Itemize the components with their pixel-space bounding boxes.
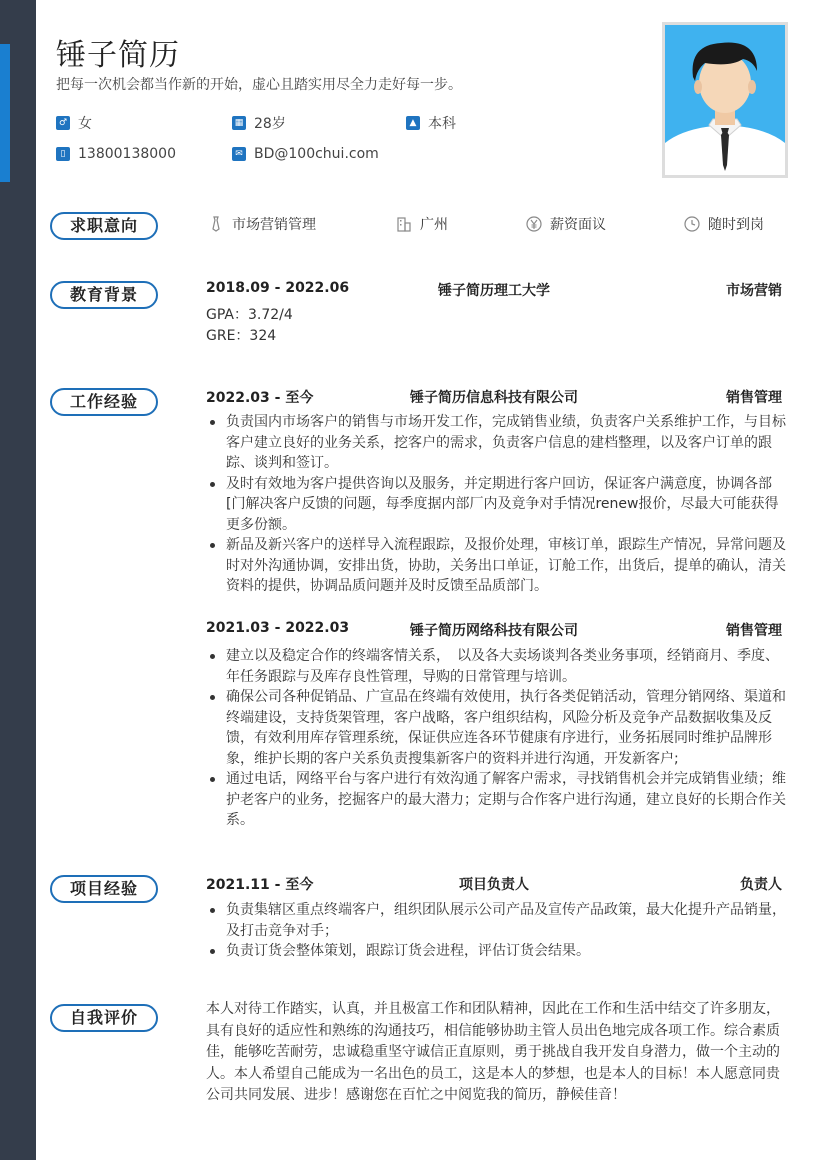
intent-availability-value: 随时到岗 — [708, 217, 764, 233]
phone-value: 13800138000 — [78, 146, 176, 162]
project-name: 项目负责人 — [459, 877, 529, 893]
gender-icon: ♂ — [56, 116, 70, 130]
email-value: BD@100chui.com — [254, 146, 379, 162]
project-role: 负责人 — [740, 877, 782, 893]
tie-icon — [208, 216, 224, 232]
phone-icon: ▯ — [56, 147, 70, 161]
list-item: 确保公司各种促销品、广宣品在终端有效使用，执行各类促销活动，管理分销网络、渠道和终端建设，支持货架管理，客户战略，客户组织结构，风险分析及竞争产品数据收集及反馈，有效利用库存管理系统，保证供应连各环节健康有序进行，业务拓展同时维护品牌形象，维护长期的客户关系负责搜集新客户的资料并进行沟通，开发新客户; — [206, 687, 786, 769]
project-bullets — [206, 900, 786, 962]
work-company: 锤子简历信息科技有限公司 — [410, 390, 578, 406]
calendar-icon: ▦ — [232, 116, 246, 130]
graduation-cap-icon: ▲ — [406, 116, 420, 130]
education-gre: GRE：324 — [206, 328, 277, 344]
list-item: 负责国内市场客户的销售与市场开发工作，完成销售业绩，负责客户关系维护工作，与目标客户建立良好的业务关系，挖客户的需求，负责客户信息的建档整理，以及客户订单的跟踪、谈判和签订。 — [206, 412, 786, 474]
age-value: 28岁 — [254, 116, 286, 132]
degree-info — [406, 113, 456, 133]
gender-info — [56, 113, 92, 133]
section-work: 工作经验 — [50, 388, 158, 416]
email-icon: ✉ — [232, 147, 246, 161]
list-item: 负责订货会整体策划，跟踪订货会进程，评估订货会结果。 — [206, 941, 786, 962]
section-intent: 求职意向 — [50, 212, 158, 240]
intent-city — [396, 214, 448, 234]
section-self: 自我评价 — [50, 1004, 158, 1032]
education-major: 市场营销 — [726, 283, 782, 299]
self-evaluation: 本人对待工作踏实，认真，并且极富工作和团队精神，因此在工作和生活中结交了许多朋友，具有良好的适应性和熟练的沟通技巧，相信能够协助主管人员出色地完成各项工作。综合素质佳，能够吃苦耐劳，忠诚稳重坚守诚信正直原则，勇于挑战自我开发自身潜力，做一个主动的人。本人希望自己能成为一名出色的员工，这是本人的梦想，也是本人的目标！本人愿意同贵公司共同发展、进步！感谢您在百忙之中阅览我的简历，静候佳音！ — [206, 1001, 780, 1103]
intent-position-value: 市场营销管理 — [232, 217, 316, 233]
clock-icon — [684, 216, 700, 232]
education-period: 2018.09 - 2022.06 — [206, 280, 350, 296]
building-icon — [396, 216, 412, 232]
intent-city-value: 广州 — [420, 217, 448, 233]
email-info — [232, 146, 379, 162]
list-item: 负责集辖区重点终端客户，组织团队展示公司产品及宣传产品政策，最大化提升产品销量，及打击竞争对手； — [206, 900, 786, 941]
resume-title: 锤子简历 — [56, 38, 180, 73]
work-header-1 — [206, 387, 782, 407]
list-item: 建立以及稳定合作的终端客情关系， 以及各大卖场谈判各类业务事项，经销商月、季度、年任务跟踪与及库存良性管理，导购的日常管理与培训。 — [206, 646, 786, 687]
work-role: 销售管理 — [726, 623, 782, 639]
work-period: 2022.03 - 至今 — [206, 390, 314, 406]
work-role: 销售管理 — [726, 390, 782, 406]
project-header — [206, 874, 782, 894]
work-bullets-1 — [206, 412, 786, 597]
yuan-icon — [526, 216, 542, 232]
list-item: 通过电话，网络平台与客户进行有效沟通了解客户需求，寻找销售机会并完成销售业绩；维护老客户的业务，挖掘客户的最大潜力；定期与合作客户进行沟通，建立良好的长期合作关系。 — [206, 769, 786, 831]
sidebar-accent — [0, 44, 10, 182]
age-info — [232, 113, 286, 133]
work-company: 锤子简历网络科技有限公司 — [410, 623, 578, 639]
project-period: 2021.11 - 至今 — [206, 877, 314, 893]
education-gpa: GPA：3.72/4 — [206, 307, 293, 323]
section-project: 项目经验 — [50, 875, 158, 903]
intent-salary — [526, 214, 606, 234]
education-header — [206, 280, 782, 300]
work-bullets-2 — [206, 646, 786, 831]
intent-availability — [684, 214, 764, 234]
list-item: 新品及新兴客户的送样导入流程跟踪，及报价处理，审核订单，跟踪生产情况，异常问题及时对外沟通协调，安排出货，协助，关务出口单证，订舱工作，出货后，提单的确认，清关资料的提供，协调品质问题并及时反馈至品质部门。 — [206, 535, 786, 597]
avatar — [662, 22, 788, 178]
section-education: 教育背景 — [50, 281, 158, 309]
degree-value: 本科 — [428, 116, 456, 132]
gender-value: 女 — [78, 116, 92, 132]
work-header-2 — [206, 620, 782, 640]
motto: 把每一次机会都当作新的开始，虚心且踏实用尽全力走好每一步。 — [56, 77, 462, 93]
intent-position — [208, 214, 316, 234]
list-item: 及时有效地为客户提供咨询以及服务，并定期进行客户回访，保证客户满意度，协调各部[门解决客户反馈的问题，每季度据内部厂内及竟争对手情况renew报价，尽最大可能获得更多份额。 — [206, 474, 786, 536]
resume-page — [36, 0, 820, 1160]
phone-info — [56, 146, 176, 162]
intent-salary-value: 薪资面议 — [550, 217, 606, 233]
education-school: 锤子简历理工大学 — [438, 283, 550, 299]
work-period: 2021.03 - 2022.03 — [206, 620, 350, 636]
